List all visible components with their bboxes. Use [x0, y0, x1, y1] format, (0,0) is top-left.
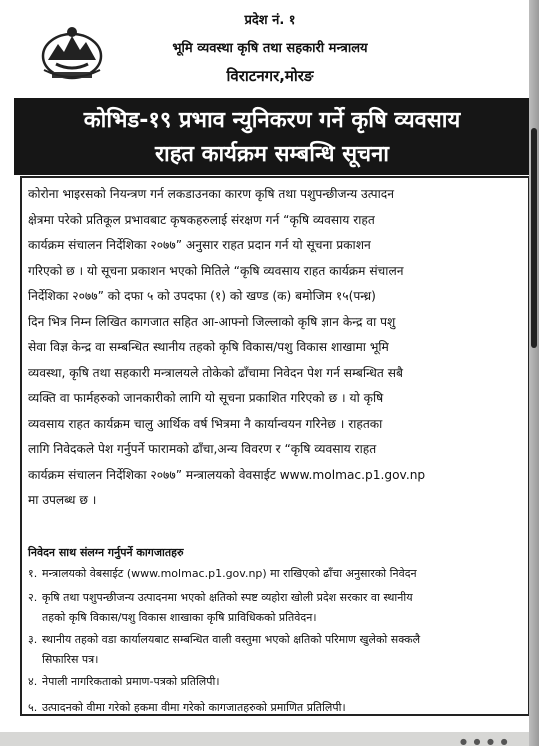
ministry-name: भूमि व्यवस्था कृषि तथा सहकारी मन्त्रालय: [172, 41, 368, 56]
list-item-text: स्थानीय तहको वडा कार्यालयबाट सम्बन्धित वाली वस्तुमा भएको क्षतिको परिमाण खुलेको सक्कलै: [42, 633, 421, 646]
list-item: [28, 630, 524, 670]
page-bottom-margin: [0, 732, 539, 746]
paragraph-line: गरिएको छ । यो सूचना प्रकाशन भएको मितिले “कृषि व्यवसाय राहत कार्यक्रम संचालन: [28, 263, 404, 278]
nepal-emblem-icon: [40, 22, 104, 82]
list-item: [28, 698, 524, 718]
notice-paragraph: [28, 182, 524, 514]
list-item-text: उत्पादनको वीमा गरेको हकमा वीमा गरेको कागजातहरुको प्रमाणित प्रतिलिपी।: [42, 701, 346, 714]
notice-banner: [14, 98, 530, 175]
edge-mark: [531, 128, 537, 348]
paragraph-line: कोरोना भाइरसको नियन्त्रण गर्न लकडाउनका कारण कृषि तथा पशुपन्छीजन्य उत्पादन: [28, 187, 394, 201]
notice-body-box: [20, 176, 530, 716]
ministry-location: विराटनगर,मोरङ: [226, 67, 314, 85]
watermark-dots-icon: ● ● ● ●: [460, 737, 510, 746]
paragraph-line: दिन भित्र निम्न लिखित कागजात सहित आ-आफ्नो जिल्लाको कृषि ज्ञान केन्द्र वा पशु: [28, 314, 396, 329]
page-edge: [529, 0, 539, 746]
letterhead: [0, 0, 530, 96]
documents-heading: निवेदन साथ संलग्न गर्नुपर्ने कागजातहरु: [28, 546, 184, 559]
list-item-text: मन्त्रालयको वेबसाईट (www.molmac.p1.gov.np) मा राखिएको ढाँचा अनुसारको निवेदन: [42, 567, 417, 580]
list-item-text: सिफारिस पत्र।: [42, 653, 99, 666]
list-item: [28, 588, 524, 628]
documents-list: [28, 564, 524, 718]
paragraph-line: मा उपलब्ध छ ।: [28, 493, 97, 507]
list-number: २.: [28, 591, 38, 604]
list-number: ३.: [28, 633, 38, 646]
paragraph-line: कार्यक्रम संचालन निर्देशिका २०७७” मन्त्रालयको वेवसाईट www.molmac.p1.gov.np: [28, 467, 426, 482]
paragraph-line: सेवा विज्ञ केन्द्र वा सम्बन्धित स्थानीय तहको कृषि विकास/पशु विकास शाखामा भूमि: [28, 340, 389, 354]
province-title: प्रदेश नं. १: [244, 13, 296, 28]
paragraph-line: व्यवसाय राहत कार्यक्रम चालु आर्थिक वर्ष भित्रमा नै कार्यान्वयन गरिनेछ । राहतका: [28, 416, 383, 431]
list-number: १.: [28, 567, 38, 580]
paragraph-line: व्यक्ति वा फार्महरुको जानकारीको लागि यो सूचना प्रकाशित गरिएको छ । यो कृषि: [28, 391, 384, 405]
list-item-text: नेपाली नागरिकताको प्रमाण-पत्रको प्रतिलिपी।: [42, 675, 220, 688]
list-number: ५.: [28, 701, 38, 714]
list-item-text: कृषि तथा पशुपन्छीजन्य उत्पादनमा भएको क्षतिको स्पष्ट व्यहोरा खोली प्रदेश सरकार वा स्थानीय: [42, 591, 413, 604]
banner-title-line-1: कोभिड-१९ प्रभाव न्युनिकरण गर्ने कृषि व्यवसाय: [83, 108, 461, 133]
list-item: [28, 564, 524, 584]
banner-title-line-2: राहत कार्यक्रम सम्बन्धि सूचना: [155, 142, 389, 167]
paragraph-line: व्यवस्था, कृषि तथा सहकारी मन्त्रालयले तोकेको ढाँचामा निवेदन पेश गर्न सम्बन्धित सबै: [28, 365, 403, 380]
paragraph-line: कार्यक्रम संचालन निर्देशिका २०७७” अनुसार राहत प्रदान गर्न यो सूचना प्रकाशन: [28, 238, 371, 252]
list-number: ४.: [28, 675, 38, 688]
paragraph-line: क्षेत्रमा परेको प्रतिकूल प्रभावबाट कृषकहरुलाई संरक्षण गर्न “कृषि व्यवसाय राहत: [28, 212, 375, 227]
list-item: [28, 672, 524, 692]
paragraph-line: निर्देशिका २०७७” को दफा ५ को उपदफा (१) को खण्ड (क) बमोजिम १५(पन्ध्र): [28, 289, 376, 303]
list-item-text: तहको कृषि विकास/पशु विकास शाखाका कृषि प्राविधिकको प्रतिवेदन।: [42, 611, 317, 624]
paragraph-line: लागि निवेदकले पेश गर्नुपर्ने फारामको ढाँचा,अन्य विवरण र “कृषि व्यवसाय राहत: [28, 442, 377, 456]
